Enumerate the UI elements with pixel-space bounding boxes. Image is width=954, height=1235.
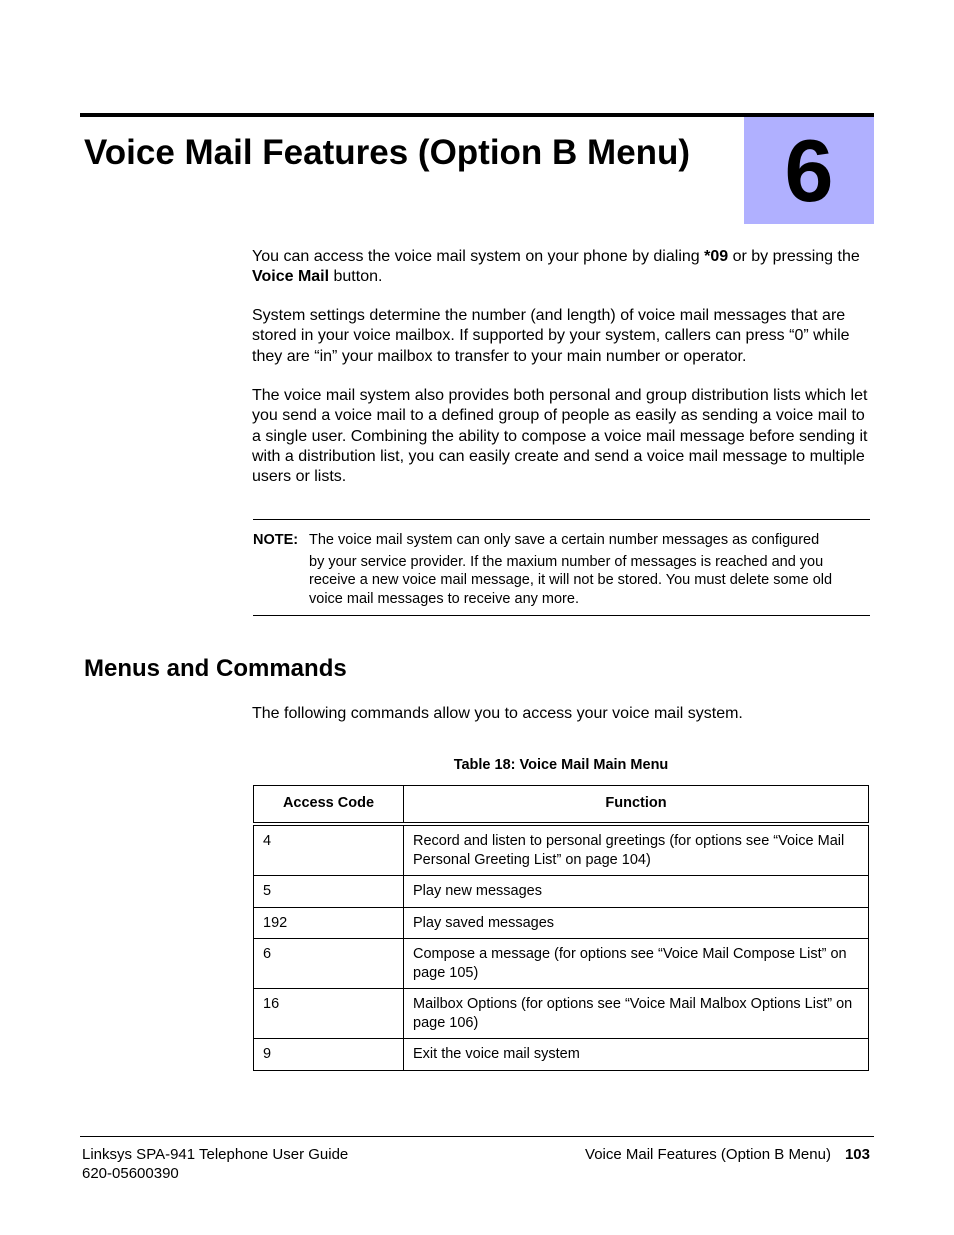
table-row [254, 907, 869, 939]
table-row [254, 989, 869, 1039]
access-code-cell: 4 [254, 824, 404, 876]
note-line: receive a new voice mail message, it will not be stored. You must delete some old [309, 572, 833, 588]
access-code-cell: 5 [254, 876, 404, 908]
function-cell: Mailbox Options (for options see “Voice Mail Malbox Options List” on page 106) [404, 989, 869, 1039]
footer-rule [80, 1136, 874, 1137]
footer-document-number: 620-05600390 [82, 1165, 179, 1182]
function-cell: Compose a message (for options see “Voice Mail Compose List” on page 105) [404, 939, 869, 989]
footer-right [585, 1145, 870, 1164]
intro-text: The voice mail system also provides both personal and group distribution lists which let you send a voice mail to a defined group of people as easily as sending a voice mail to a single user. Combining the ability to compose a voice mail message before sending it with a distribution list, you can easily create and send a voice mail message to multiple users or lists. [252, 387, 868, 486]
note-line: voice mail messages to receive any more. [309, 591, 579, 607]
intro-paragraph-1 [252, 247, 872, 288]
voice-mail-menu-table [253, 785, 869, 1071]
note-label: NOTE: [253, 532, 299, 548]
section-lead [252, 704, 872, 724]
footer-left [82, 1145, 348, 1183]
intro-paragraph-2 [252, 306, 872, 367]
voice-mail-button-name: Voice Mail [252, 268, 330, 286]
chapter-title: Voice Mail Features (Option B Menu) [84, 133, 691, 172]
intro-text: button. [329, 268, 383, 286]
section-title: Menus and Commands [84, 655, 347, 682]
footer-chapter-title: Voice Mail Features (Option B Menu) [585, 1146, 831, 1163]
table-row [254, 939, 869, 989]
note-box [253, 519, 870, 616]
table-caption: Table 18: Voice Mail Main Menu [453, 757, 669, 773]
function-cell: Play saved messages [404, 907, 869, 939]
table-row [254, 1039, 869, 1071]
intro-paragraph-3 [252, 386, 872, 487]
function-cell: Record and listen to personal greetings (for options see “Voice Mail Personal Greeting List” on page 104) [404, 824, 869, 876]
function-cell: Play new messages [404, 876, 869, 908]
table-row [254, 876, 869, 908]
intro-text: System settings determine the number (and length) of voice mail messages that are stored in your voice mailbox. If supported by your system, callers can press “0” while they are “in” your mailbox to transfer to your main number or operator. [252, 307, 850, 365]
access-code-cell: 16 [254, 989, 404, 1039]
intro-text: You can access the voice mail system on your phone by dialing [252, 248, 705, 265]
access-code-cell: 192 [254, 907, 404, 939]
page-number: 103 [844, 1146, 870, 1163]
function-cell: Exit the voice mail system [404, 1039, 869, 1071]
column-header-access-code: Access Code [254, 786, 404, 825]
note-line: by your service provider. If the maxium number of messages is reached and you [309, 554, 824, 570]
chapter-number-box [744, 117, 874, 224]
access-code-cell: 9 [254, 1039, 404, 1071]
table-row [254, 824, 869, 876]
access-code-cell: 6 [254, 939, 404, 989]
table-header-row [254, 786, 869, 825]
intro-text: or by pressing the [728, 248, 860, 265]
column-header-function: Function [404, 786, 869, 825]
note-line: The voice mail system can only save a certain number messages as configured [309, 532, 820, 548]
footer-guide-title: Linksys SPA-941 Telephone User Guide [82, 1146, 349, 1163]
dial-code: *09 [704, 248, 729, 265]
chapter-number: 6 [784, 120, 834, 220]
section-lead-text: The following commands allow you to access your voice mail system. [252, 705, 743, 722]
